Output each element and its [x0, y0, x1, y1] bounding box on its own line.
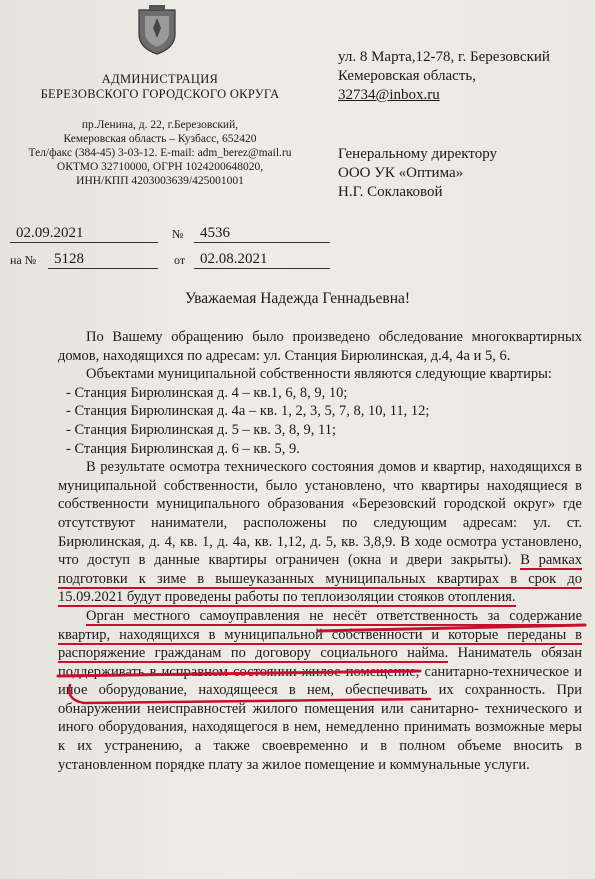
paragraph-3-text: В результате осмотра технического состояния домов и квартир, находящихся в муниципальной собственности, было установлено, что квартиры находящиеся в собственности муниципального образования «Березовский городской округ» где отсутствуют наниматели, расположены по следующим адресам: ул. ст. Бирюлинская, д. 4, кв. 1, д. 4а, кв. 1,12, д. 5, кв. 3,8,9. В ходе осмотра установлено, что доступ в данные квартиры ограничен (окна и двери закрыты).	[58, 459, 582, 569]
highlighted-heating-notice: В рамках подготовки к зиме в вышеуказанных муниципальных квартирах в срок до 15.09.2021 будут проведены работы по теплоизоляции стояков отопления.	[58, 552, 582, 606]
recipient-address-2: Кемеровская область,	[338, 68, 476, 84]
recipient-company: ООО УК «Оптима»	[338, 165, 464, 181]
highlighted-responsibility-notice: Орган местного самоуправления не несёт ответственность за содержание квартир, находящихся в муниципальной собственности и которые переданы в распоряжение гражданам по договору социального найма.	[58, 607, 582, 662]
paragraph-1: По Вашему обращению было произведено обследование многоквартирных домов, находящихся по адресам: ул. Станция Бирюлинская, д.4, 4а и 5, 6.	[58, 329, 582, 364]
list-item: - Станция Бирюлинская д. 4а – кв. 1, 2, 3, 5, 7, 8, 10, 11, 12;	[66, 403, 430, 420]
org-line-2: БЕРЕЗОВСКОГО ГОРОДСКОГО ОКРУГА	[40, 87, 280, 101]
coat-of-arms-icon	[135, 4, 179, 56]
reference-row-2	[10, 250, 330, 274]
sender-org	[10, 72, 310, 102]
from-date: 02.08.2021	[194, 250, 330, 269]
recipient-block	[338, 48, 593, 202]
from-label: от	[174, 253, 186, 267]
recipient-email: 32734@inbox.ru	[338, 87, 440, 103]
recipient-name: Н.Г. Соклаковой	[338, 184, 443, 200]
sender-address-1: пр.Ленина, д. 22, г.Березовский,	[81, 119, 239, 131]
reference-row-1	[10, 224, 330, 248]
letter-number: 4536	[194, 224, 330, 243]
in-reply-number: 5128	[48, 250, 158, 269]
sender-phone: Тел/факс (384-45) 3-03-12. E-mail: adm_berez@mail.ru	[28, 147, 292, 159]
paragraph-3	[58, 458, 582, 607]
greeting: Уважаемая Надежда Геннадьевна!	[184, 290, 411, 307]
in-reply-label: на №	[10, 253, 37, 267]
paragraph-2: Объектами муниципальной собственности являются следующие квартиры:	[86, 366, 552, 383]
letter-date: 02.09.2021	[10, 224, 158, 243]
org-line-1: АДМИНИСТРАЦИЯ	[101, 72, 219, 86]
paragraph-4-text: Наниматель обязан поддерживать в исправном состоянии жилое помещение, санитарно-техническое и иное оборудование, находящееся в нем, обеспечивать их сохранность. При обнаружении неисправностей жилого помещения или санитарно- технического и иного оборудования, находящегося в нем, немедленно принимать возможные меры к их устранению, а также своевременно и в полном объеме вносить в установленном порядке плату за жилое помещение и коммунальные услуги.	[58, 645, 582, 773]
sender-codes-2: ИНН/КПП 4203003639/425001001	[76, 175, 244, 187]
list-item: - Станция Бирюлинская д. 6 – кв. 5, 9.	[66, 440, 300, 457]
recipient-address-1: ул. 8 Марта,12-78, г. Березовский	[338, 49, 550, 65]
list-item: - Станция Бирюлинская д. 5 – кв. 3, 8, 9, 11;	[66, 421, 337, 438]
number-label: №	[172, 227, 184, 241]
recipient-title: Генеральному директору	[338, 146, 498, 162]
sender-address-2: Кемеровская область – Кузбасс, 652420	[63, 133, 257, 145]
sender-codes-1: ОКТМО 32710000, ОГРН 1024200648020,	[56, 161, 264, 173]
paragraph-4	[58, 607, 582, 774]
list-item: - Станция Бирюлинская д. 4 – кв.1, 6, 8, 9, 10;	[66, 384, 348, 401]
sender-block	[10, 72, 310, 188]
letter-body	[58, 328, 582, 774]
